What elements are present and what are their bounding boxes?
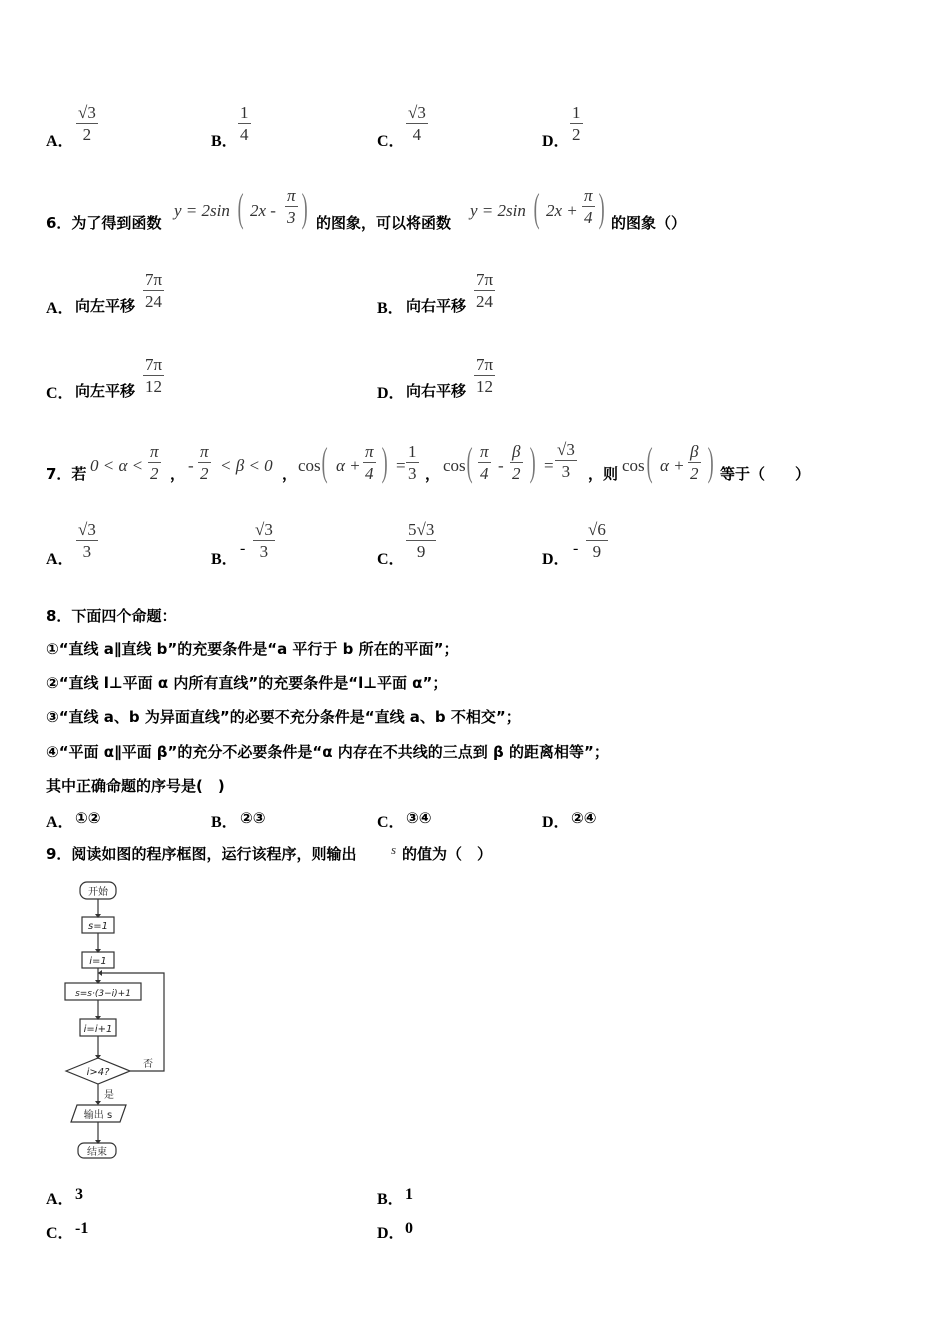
flow-start-text: 开始 (88, 887, 108, 898)
q5-option-a-label: A． (46, 133, 74, 150)
numerator: 1 (572, 103, 581, 122)
q7-then: ，则 (588, 465, 619, 483)
q7-frac-pi-4b (478, 442, 491, 485)
q9-flowchart (60, 876, 180, 1166)
q5-option-b-value (238, 103, 251, 146)
q6-option-c-text: 向左平移 (75, 382, 136, 400)
q8-option-c-text: ③④ (406, 809, 432, 827)
denominator: 2 (150, 464, 159, 483)
q9-option-b-text: 1 (405, 1186, 413, 1203)
denominator: 4 (480, 464, 489, 483)
denominator: 3 (82, 542, 92, 561)
q5-option-c-label: C． (377, 133, 405, 150)
q7-paren: ) (707, 439, 714, 484)
denominator: 4 (240, 125, 249, 144)
numerator: 1 (240, 103, 249, 122)
q7-cos1: cos (298, 456, 321, 475)
q5-option-d-value (570, 103, 583, 146)
q8-option-a-text: ①② (75, 809, 101, 827)
q7-option-b-sign: - (240, 540, 246, 557)
q6-stem-c: 的图象（） (611, 214, 687, 232)
denominator: 4 (584, 208, 593, 227)
numerator: π (150, 442, 159, 461)
q7-frac-pi-2b (198, 442, 211, 485)
numerator: 7π (476, 355, 494, 374)
numerator: 1 (408, 442, 417, 461)
q6-option-b-value (474, 270, 495, 313)
numerator: √3 (78, 520, 96, 539)
q8-option-d-text: ②④ (571, 809, 597, 827)
numerator: π (584, 186, 593, 205)
q6-option-c-label: C． (46, 385, 74, 402)
q7-option-d-label: D． (542, 551, 570, 568)
q8-proposition-1: ①“直线 a∥直线 b”的充要条件是“a 平行于 b 所在的平面”； (46, 640, 459, 658)
q7-suffix: 等于（ ） (720, 465, 811, 483)
numerator: √3 (255, 520, 273, 539)
q6-func1: y = 2sin (174, 201, 230, 220)
numerator: √6 (588, 520, 606, 539)
flow-i-init-text: i=1 (89, 956, 107, 967)
numerator: 7π (476, 270, 494, 289)
numerator: √3 (78, 103, 96, 122)
q9-option-a-text: 3 (75, 1186, 83, 1203)
denominator: 12 (476, 377, 494, 396)
q7-comma: ， (170, 465, 186, 483)
q6-arg2: 2x + (546, 201, 578, 220)
q7-paren: ) (381, 439, 388, 484)
q7-frac-sqrt3-3 (555, 440, 577, 483)
q6-paren: ( (533, 185, 540, 230)
numerator: 5√3 (408, 520, 435, 539)
denominator: 3 (287, 208, 296, 227)
denominator: 2 (82, 125, 92, 144)
q7-option-b-value (253, 520, 275, 563)
numerator: π (287, 186, 296, 205)
numerator: √3 (557, 440, 575, 459)
q6-option-d-label: D． (377, 385, 405, 402)
denominator: 2 (200, 464, 209, 483)
q6-frac2 (582, 186, 595, 229)
q7-frac-beta-2 (510, 442, 523, 485)
q6-option-b-label: B． (377, 300, 404, 317)
q7-option-c-value (406, 520, 436, 563)
q9-stem-b: 的值为（ ） (402, 845, 493, 863)
q6-paren: ( (237, 185, 244, 230)
q7-cos2: cos (443, 456, 466, 475)
flow-yes-text: 是 (104, 1090, 114, 1101)
numerator: 7π (145, 355, 163, 374)
numerator: π (480, 442, 489, 461)
q8-proposition-2: ②“直线 l⊥平面 α 内所有直线”的充要条件是“l⊥平面 α”； (46, 674, 448, 692)
q7-comma: ， (425, 465, 441, 483)
q7-neg: - (188, 456, 194, 475)
q7-paren: ) (529, 439, 536, 484)
q7-cond1: 0 < α < (90, 456, 144, 475)
q7-frac-beta-2b (688, 442, 701, 485)
q7-comma: ， (282, 465, 298, 483)
q7-alpha-plus2: α + (660, 456, 685, 475)
flow-end-text: 结束 (87, 1147, 107, 1158)
q7-cond2: < β < 0 (220, 456, 273, 475)
q7-option-a-value (76, 520, 98, 563)
q9-stem-a: 9．阅读如图的程序框图，运行该程序，则输出 (46, 845, 357, 863)
q6-option-d-value (474, 355, 495, 398)
q8-option-b-text: ②③ (240, 809, 266, 827)
numerator: β (512, 442, 521, 461)
denominator: 4 (365, 464, 374, 483)
q8-option-d-label: D． (542, 814, 570, 831)
flow-update-s-text: s=s·(3−i)+1 (75, 989, 131, 999)
q6-paren: ) (598, 185, 605, 230)
flow-cond-text: i>4? (86, 1067, 110, 1078)
q6-stem-a: 6．为了得到函数 (46, 214, 162, 232)
q9-option-c-text: -1 (75, 1220, 89, 1237)
denominator: 3 (408, 464, 417, 483)
q9-var: s (391, 842, 397, 857)
q6-option-a-value (143, 270, 164, 313)
denominator: 9 (416, 542, 426, 561)
numerator: β (690, 442, 699, 461)
q7-option-c-label: C． (377, 551, 405, 568)
q6-func2: y = 2sin (470, 201, 526, 220)
q6-option-c-value (143, 355, 164, 398)
q6-option-a-text: 向左平移 (75, 297, 136, 315)
q7-option-d-value (586, 520, 608, 563)
q7-option-d-sign: - (573, 540, 579, 557)
denominator: 2 (690, 464, 699, 483)
q9-option-c-label: C． (46, 1225, 74, 1242)
denominator: 2 (512, 464, 521, 483)
q7-paren: ( (646, 439, 653, 484)
q9-option-d-text: 0 (405, 1220, 413, 1237)
q5-option-b-label: B． (211, 133, 238, 150)
q9-option-a-label: A． (46, 1191, 74, 1208)
q6-option-b-text: 向右平移 (406, 297, 467, 315)
q8-option-c-label: C． (377, 814, 405, 831)
denominator: 3 (259, 542, 269, 561)
denominator: 24 (145, 292, 163, 311)
q8-proposition-3: ③“直线 a、b 为异面直线”的必要不充分条件是“直线 a、b 不相交”； (46, 708, 521, 726)
numerator: √3 (408, 103, 426, 122)
q7-paren: ( (321, 439, 328, 484)
q6-option-d-text: 向右平移 (406, 382, 467, 400)
q7-alpha-plus: α + (336, 456, 361, 475)
q7-frac-pi-2 (148, 442, 161, 485)
q7-cos3: cos (622, 456, 645, 475)
q6-arg1: 2x - (250, 201, 276, 220)
q8-ask: 其中正确命题的序号是( ) (46, 777, 225, 795)
denominator: 4 (412, 125, 422, 144)
numerator: π (365, 442, 374, 461)
q8-option-a-label: A． (46, 814, 74, 831)
q6-option-a-label: A． (46, 300, 74, 317)
q5-option-c-value (406, 103, 428, 146)
q7-minus: - (498, 456, 504, 475)
q6-stem-b: 的图象，可以将函数 (316, 214, 452, 232)
flow-update-i-text: i=i+1 (83, 1024, 113, 1035)
denominator: 9 (592, 542, 602, 561)
flow-output-text: 输出 s (83, 1110, 113, 1121)
q7-prefix: 7．若 (46, 465, 87, 483)
numerator: 7π (145, 270, 163, 289)
denominator: 24 (476, 292, 494, 311)
q5-option-d-label: D． (542, 133, 570, 150)
q6-frac1 (285, 186, 298, 229)
flow-s-init-text: s=1 (88, 921, 108, 932)
q7-frac-pi-4 (363, 442, 376, 485)
denominator: 2 (572, 125, 581, 144)
q9-option-b-label: B． (377, 1191, 404, 1208)
q7-eq: = (544, 456, 554, 475)
q7-option-a-label: A． (46, 551, 74, 568)
denominator: 3 (561, 462, 571, 481)
q7-eq: = (396, 456, 406, 475)
q7-option-b-label: B． (211, 551, 238, 568)
numerator: π (200, 442, 209, 461)
flow-no-text: 否 (143, 1059, 153, 1070)
q8-proposition-4: ④“平面 α∥平面 β”的充分不必要条件是“α 内存在不共线的三点到 β 的距离相等”； (46, 743, 609, 761)
denominator: 12 (145, 377, 163, 396)
q7-frac-1-3 (406, 442, 419, 485)
q8-stem: 8．下面四个命题： (46, 607, 177, 625)
q8-option-b-label: B． (211, 814, 238, 831)
q6-paren: ) (301, 185, 308, 230)
q9-option-d-label: D． (377, 1225, 405, 1242)
q7-paren: ( (466, 439, 473, 484)
q5-option-a-value (76, 103, 98, 146)
